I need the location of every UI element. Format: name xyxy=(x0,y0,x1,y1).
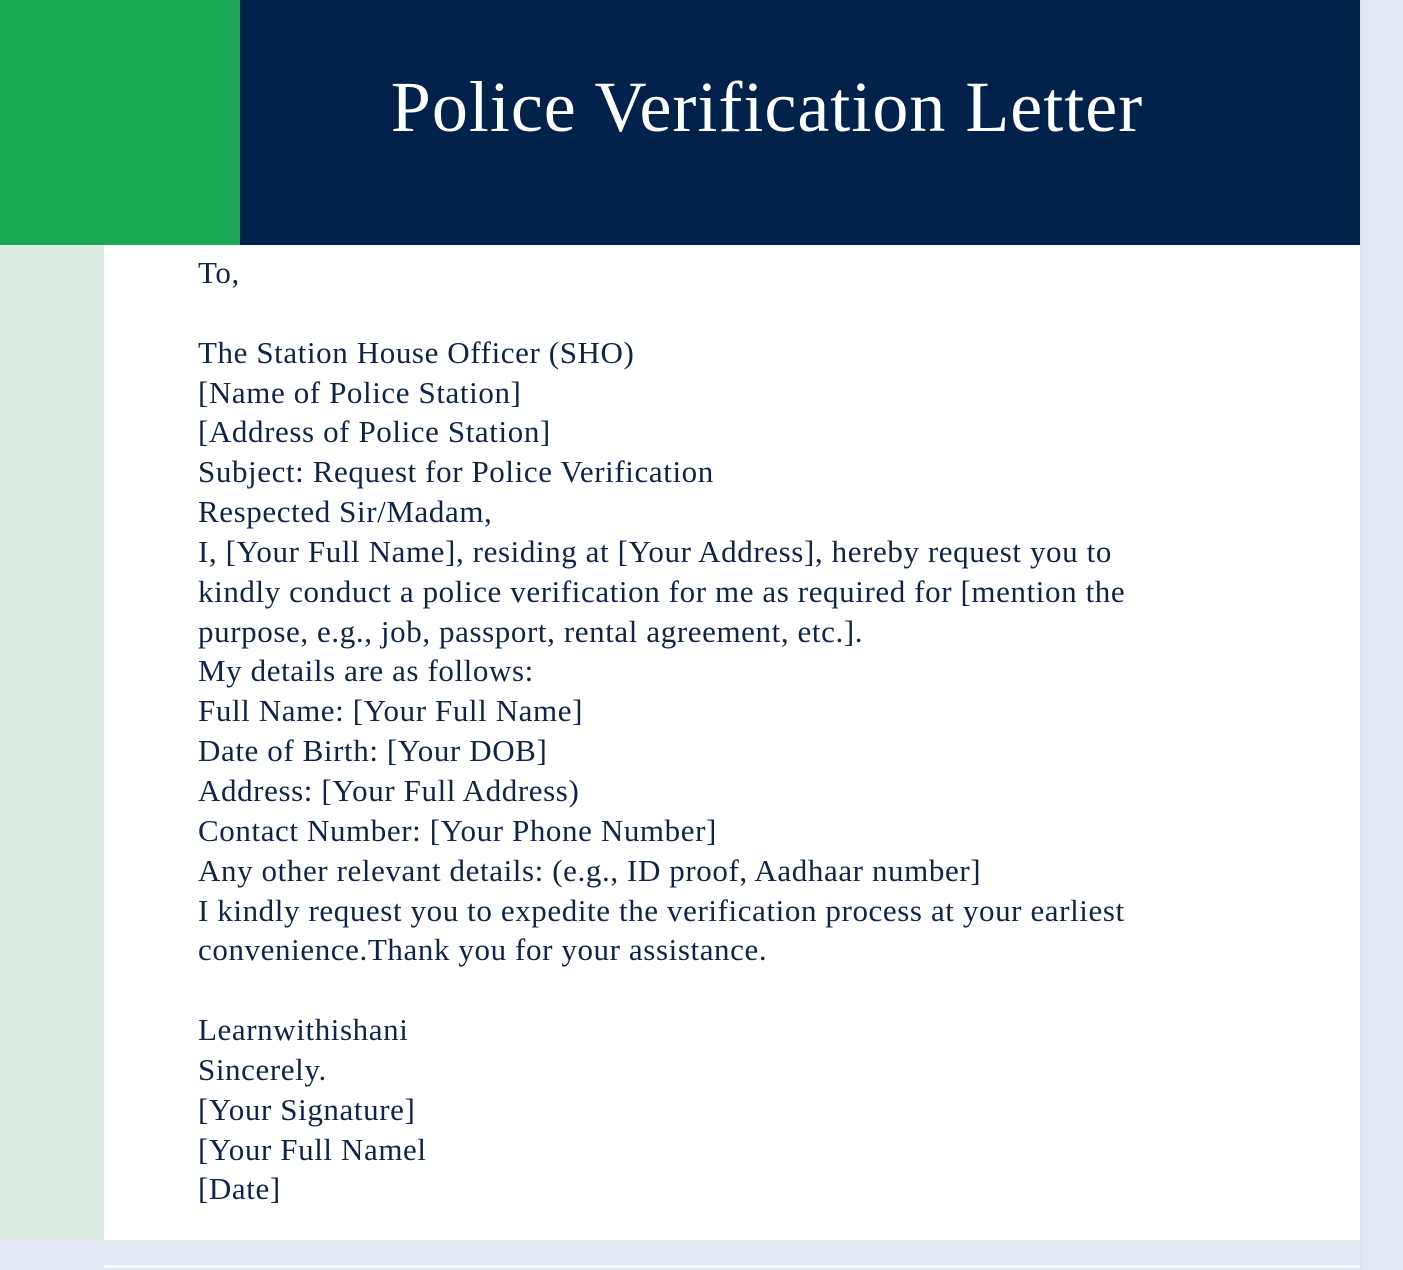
left-margin-band xyxy=(0,245,104,1240)
letter-line: Contact Number: [Your Phone Number] xyxy=(198,812,717,848)
letter-line: Learnwithishani xyxy=(198,1012,409,1048)
letter-line: kindly conduct a police verification for me as required for [mention the xyxy=(198,573,1126,609)
letter-line: To, xyxy=(198,255,240,290)
letter-line: Subject: Request for Police Verification xyxy=(198,454,714,490)
letter-line: convenience.Thank you for your assistance. xyxy=(198,932,768,968)
letter-line: [Date] xyxy=(198,1171,281,1207)
letter-line xyxy=(198,970,1125,1010)
letter-line: The Station House Officer (SHO) xyxy=(198,334,635,370)
divider xyxy=(104,1265,1360,1268)
letter-line: My details are as follows: xyxy=(198,653,534,689)
letter-line xyxy=(198,293,1125,333)
letter-line: Address: [Your Full Address) xyxy=(198,772,580,808)
letter-line: I, [Your Full Name], residing at [Your Address], hereby request you to xyxy=(198,533,1112,569)
letter-line: I kindly request you to expedite the verification process at your earliest xyxy=(198,892,1125,928)
letter-line: [Your Full Namel xyxy=(198,1131,427,1167)
letter-line: Respected Sir/Madam, xyxy=(198,494,493,530)
letter-text xyxy=(198,253,1125,1209)
header-accent-green xyxy=(0,0,240,245)
letter-line: Any other relevant details: (e.g., ID proof, Aadhaar number] xyxy=(198,852,982,888)
letter-line: Sincerely. xyxy=(198,1051,327,1087)
letter-line: [Address of Police Station] xyxy=(198,414,551,450)
letter-line: Full Name: [Your Full Name] xyxy=(198,693,584,729)
letter-line: [Name of Police Station] xyxy=(198,374,522,410)
page-title: Police Verification Letter xyxy=(390,67,1144,147)
letter-line: Date of Birth: [Your DOB] xyxy=(198,733,548,769)
right-edge-strip xyxy=(1360,0,1403,1270)
letter-line: [Your Signature] xyxy=(198,1091,416,1127)
letter-line: purpose, e.g., job, passport, rental agreement, etc.]. xyxy=(198,613,864,649)
